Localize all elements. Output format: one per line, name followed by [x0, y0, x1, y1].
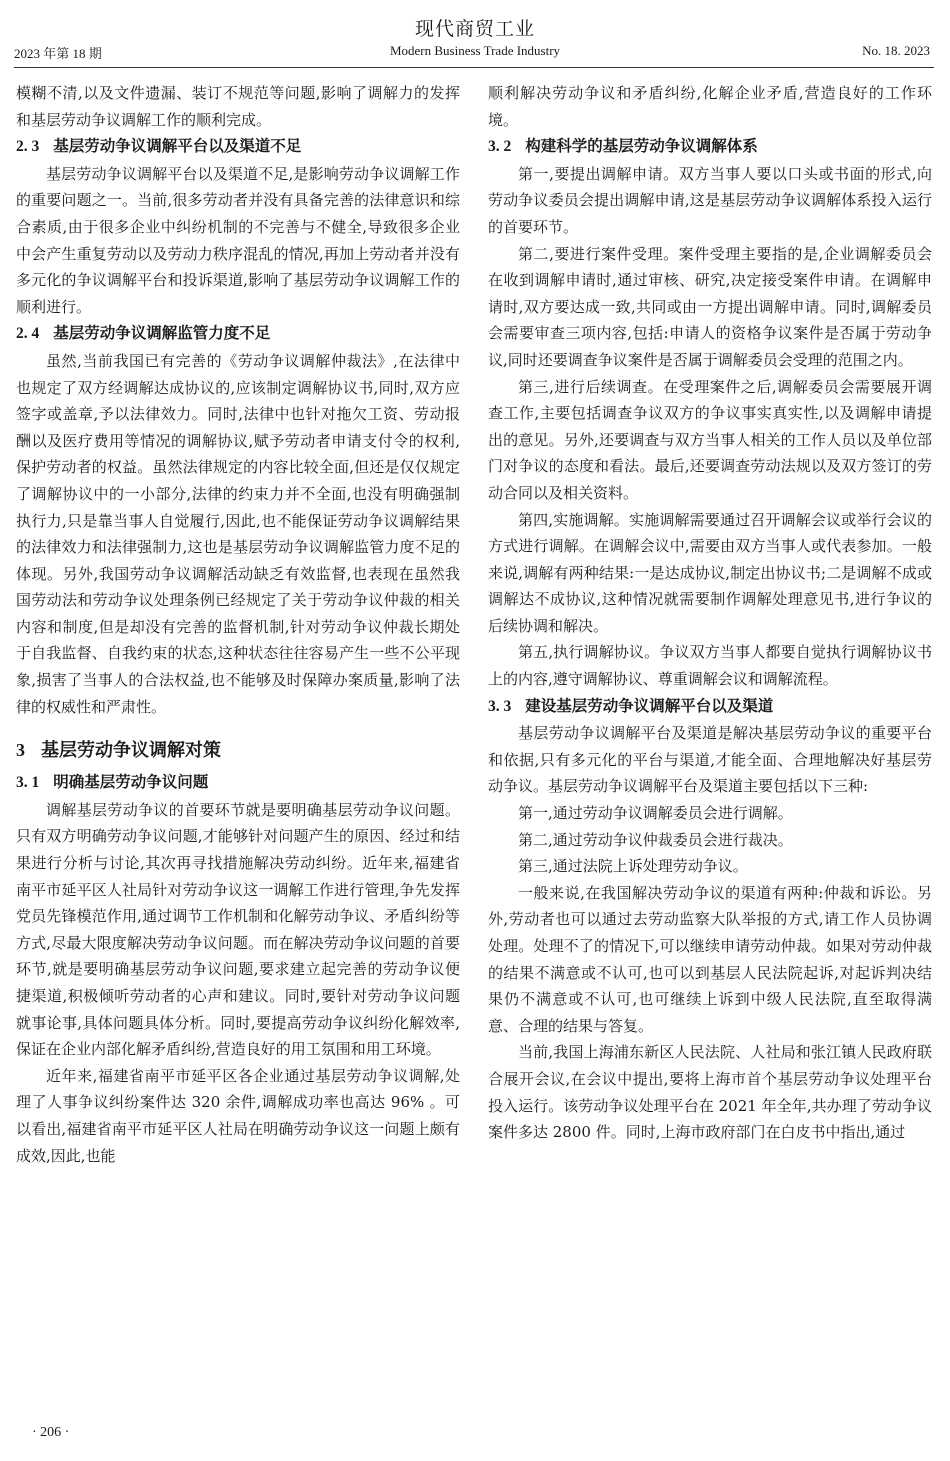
paragraph: 第三,进行后续调查。在受理案件之后,调解委员会需要展开调查工作,主要包括调查争议双方的争议事实真实性,以及调解申请提出的意见。另外,还要调查与双方当事人相关的工作人员以及单位部门对争议的态度和看法。最后,还要调查劳动法规以及双方签订的劳动合同以及相关资料。: [488, 377, 932, 502]
section-number: 3. 3: [488, 697, 512, 715]
section-title: 建设基层劳动争议调解平台以及渠道: [525, 696, 774, 715]
paragraph: 基层劳动争议调解平台及渠道是解决基层劳动争议的重要平台和依据,只有多元化的平台与渠道,才能全面、合理地解决好基层劳动争议。基层劳动争议调解平台及渠道主要包括以下三种:: [488, 724, 932, 796]
paragraph: 第二,要进行案件受理。案件受理主要指的是,企业调解委员会在收到调解申请时,通过审核、研究,决定接受案件申请。在调解申请时,双方要达成一致,共同或由一方提出调解申请。同时,调解委员会需要审查三项内容,包括:申请人的资格争议案件是否属于劳动争议,同时还要调查争议案件是否属于调解委员会受理的范围之内。: [488, 244, 932, 369]
section-number: 2. 3: [16, 138, 40, 156]
paragraph: 基层劳动争议调解平台以及渠道不足,是影响劳动争议调解工作的重要问题之一。当前,很多劳动者并没有具备完善的法律意识和综合素质,由于很多企业中纠纷机制的不完善与不健全,导致很多企业中会产生重复劳动以及劳动力秩序混乱的情况,再加上劳动者并没有多元化的争议调解平台和投诉渠道,影响了基层劳动争议调解工作的顺利进行。: [16, 164, 460, 316]
section-heading-2-3: [16, 133, 460, 161]
section-title: 基层劳动争议调解监管力度不足: [53, 324, 271, 343]
paragraph: 第五,执行调解协议。争议双方当事人都要自觉执行调解协议书上的内容,遵守调解协议、尊重调解会议和调解流程。: [488, 643, 932, 689]
section-heading-3-2: [488, 133, 932, 161]
left-column: [16, 80, 460, 1169]
paragraph: 第四,实施调解。实施调解需要通过召开调解会议或举行会议的方式进行调解。在调解会议中,需要由双方当事人或代表参加。一般来说,调解有两种结果:一是达成协议,制定出协议书;二是调解不成或调解达不成协议,这种情况就需要制作调解处理意见书,进行争议的后续协调和解决。: [488, 510, 932, 635]
section-number: 3: [16, 740, 25, 761]
paragraph: 顺利解决劳动争议和矛盾纠纷,化解企业矛盾,营造良好的工作环境。: [488, 84, 932, 129]
paragraph: 调解基层劳动争议的首要环节就是要明确基层劳动争议问题。只有双方明确劳动争议问题,才能够针对问题产生的原因、经过和结果进行分析与讨论,其次再寻找措施解决劳动纠纷。近年来,福建省南平市延平区人社局针对劳动争议这一调解工作进行管理,争先发挥党员先锋模范作用,通过调节工作机制和化解劳动争议、矛盾纠纷等方式,尽最大限度解决劳动争议问题。而在解决劳动争议问题的首要环节,就是要明确基层劳动争议问题,要求建立起完善的劳动争议便捷渠道,积极倾听劳动者的心声和建议。同时,要针对劳动争议问题就事论事,具体问题具体分析。同时,要提高劳动争议纠纷化解效率,保证在企业内部化解矛盾纠纷,营造良好的用工氛围和用工环境。: [16, 800, 460, 1059]
section-heading-2-4: [16, 320, 460, 348]
paragraph: 虽然,当前我国已有完善的《劳动争议调解仲裁法》,在法律中也规定了双方经调解达成协议的,应该制定调解协议书,同时,双方应签字或盖章,予以法律效力。同时,法律中也针对拖欠工资、劳动报酬以及医疗费用等情况的调解协议,赋予劳动者申请支付令的权利,保护劳动者的权益。虽然法律规定的内容比较全面,但还是仅仅规定了调解协议中的一小部分,法律的约束力并不全面,也没有明确强制执行力,只是靠当事人自觉履行,因此,也不能保证劳动争议调解结果的法律效力和法律强制力,这也是基层劳动争议调解监管力度不足的体现。另外,我国劳动争议调解活动缺乏有效监督,也表现在虽然我国劳动法和劳动争议处理条例已经规定了关于劳动争议仲裁的相关内容和制度,但是却没有完善的监督机制,针对劳动争议仲裁长期处于自我监督、自我约束的状态,这种状态往往容易产生一些不公平现象,损害了当事人的合法权益,也不能够及时保障办案质量,影响了法律的权威性和严肃性。: [16, 351, 460, 716]
page-number: · 206 ·: [32, 1425, 70, 1440]
paragraph: 一般来说,在我国解决劳动争议的渠道有两种:仲裁和诉讼。另外,劳动者也可以通过去劳动监察大队举报的方式,请工作人员协调处理。处理不了的情况下,可以继续申请劳动仲裁。如果对劳动仲裁的结果不满意或不认可,也可以到基层人民法院起诉,对起诉判决结果仍不满意或不认可,也可继续上诉到中级人民法院,直至取得满意、合理的结果与答复。: [488, 883, 932, 1035]
paragraph: 第三,通过法院上诉处理劳动争议。: [518, 857, 748, 876]
paragraph: 第二,通过劳动争议仲裁委员会进行裁决。: [518, 830, 793, 849]
paragraph: 第一,要提出调解申请。双方当事人要以口头或书面的形式,向劳动争议委员会提出调解申请,这是基层劳动争议调解体系投入运行的首要环节。: [488, 164, 932, 236]
paragraph: 第一,通过劳动争议调解委员会进行调解。: [518, 804, 793, 823]
section-title: 基层劳动争议调解平台以及渠道不足: [53, 137, 302, 156]
right-column: [488, 80, 932, 1146]
paragraph: 模糊不清,以及文件遗漏、装订不规范等问题,影响了调解力的发挥和基层劳动争议调解工作的顺利完成。: [16, 84, 460, 129]
issue-label: 2023 年第 18 期: [14, 46, 102, 61]
section-title: 构建科学的基层劳动争议调解体系: [525, 137, 758, 156]
section-number: 2. 4: [16, 325, 40, 343]
section-number: 3. 1: [16, 774, 40, 792]
paragraph: 当前,我国上海浦东新区人民法院、人社局和张江镇人民政府联合展开会议,在会议中提出,要将上海市首个基层劳动争议处理平台投入运行。该劳动争议处理平台在 2021 年全年,共办理了劳动争议案件多达 2800 件。同时,上海市政府部门在白皮书中指出,通过: [488, 1043, 932, 1142]
section-heading-3-3: [488, 693, 932, 721]
issue-number: No. 18. 2023: [862, 43, 930, 58]
journal-title: 现代商贸工业: [414, 18, 535, 40]
header-rule: [14, 67, 934, 68]
section-heading-3-1: [16, 769, 460, 797]
section-title: 基层劳动争议调解对策: [41, 740, 221, 762]
paragraph: 近年来,福建省南平市延平区各企业通过基层劳动争议调解,处理了人事争议纠纷案件达 320 余件,调解成功率也高达 96% 。可以看出,福建省南平市延平区人社局在明确劳动争议这一问题上颇有成效,因此,也能: [16, 1066, 460, 1165]
section-title: 明确基层劳动争议问题: [53, 773, 209, 792]
journal-english-title: Modern Business Trade Industry: [389, 43, 561, 58]
section-number: 3. 2: [488, 138, 512, 156]
section-heading-3: [16, 736, 460, 765]
